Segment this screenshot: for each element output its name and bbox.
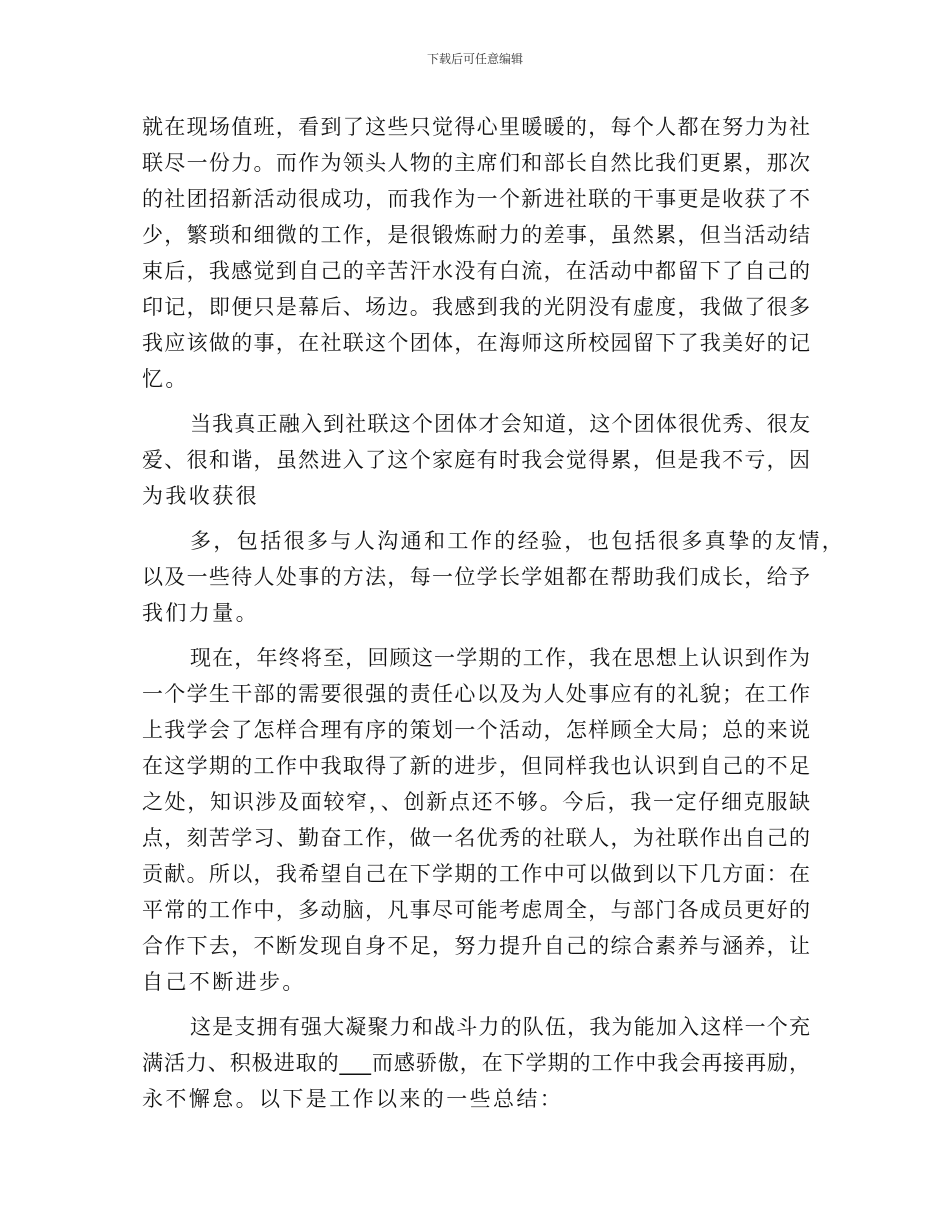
text-line: 我应该做的事，在社联这个团体，在海师这所校园留下了我美好的记 [142,331,810,355]
text-line: 现在，年终将至，回顾这一学期的工作，我在思想上认识到作为 [190,646,810,670]
text-line: 束后，我感觉到自己的辛苦汗水没有白流，在活动中都留下了自己的 [142,259,810,283]
text-line: 平常的工作中，多动脑，凡事尽可能考虑周全，与部门各成员更好的 [142,898,810,922]
text-line: 合作下去，不断发现自身不足，努力提升自己的综合素养与涵养，让 [142,934,810,958]
text-line: 满活力、积极进取的___而感骄傲，在下学期的工作中我会再接再励， [142,1051,810,1075]
text-line: 当我真正融入到社联这个团体才会知道，这个团体很优秀、很友 [190,412,810,436]
paragraph [142,640,810,1000]
text-line: 在这学期的工作中我取得了新的进步，但同样我也认识到自己的不足 [142,754,810,778]
text-line: 自己不断进步。 [142,970,306,994]
text-line: 这是支拥有强大凝聚力和战斗力的队伍，我为能加入这样一个充 [190,1015,810,1039]
paragraph [142,406,810,514]
text-line: 就在现场值班，看到了这些只觉得心里暖暖的，每个人都在努力为社 [142,115,810,139]
text-line: 联尽一份力。而作为领头人物的主席们和部长自然比我们更累，那次 [142,151,810,175]
text-line: 多，包括很多与人沟通和工作的经验，也包括很多真挚的友情， [190,529,846,553]
document-body [142,109,846,1117]
text-line: 以及一些待人处事的方法，每一位学长学姐都在帮助我们成长，给予 [142,565,810,589]
page-header: 下载后可任意编辑 [426,52,523,66]
text-line: 点，刻苦学习、勤奋工作，做一名优秀的社联人，为社联作出自己的 [142,826,810,850]
text-line: 的社团招新活动很成功，而我作为一个新进社联的干事更是收获了不 [142,187,810,211]
paragraph [142,523,846,631]
text-line: 永不懈怠。以下是工作以来的一些总结： [142,1087,564,1111]
paragraph [142,1009,810,1117]
text-line: 为我收获很 [142,484,259,508]
text-line: 贡献。所以，我希望自己在下学期的工作中可以做到以下几方面：在 [142,862,810,886]
text-line: 一个学生干部的需要很强的责任心以及为人处事应有的礼貌；在工作 [142,682,810,706]
text-line: 忆。 [142,367,189,391]
text-line: 我们力量。 [142,601,259,625]
text-line: 爱、很和谐，虽然进入了这个家庭有时我会觉得累，但是我不亏，因 [142,448,810,472]
paragraph [142,109,810,397]
text-line: 印记，即便只是幕后、场边。我感到我的光阴没有虚度，我做了很多 [142,295,810,319]
text-line: 之处，知识涉及面较窄，、创新点还不够。今后，我一定仔细克服缺 [142,790,810,814]
text-line: 上我学会了怎样合理有序的策划一个活动，怎样顾全大局；总的来说 [142,718,810,742]
text-line: 少，繁琐和细微的工作，是很锻炼耐力的差事，虽然累，但当活动结 [142,223,810,247]
